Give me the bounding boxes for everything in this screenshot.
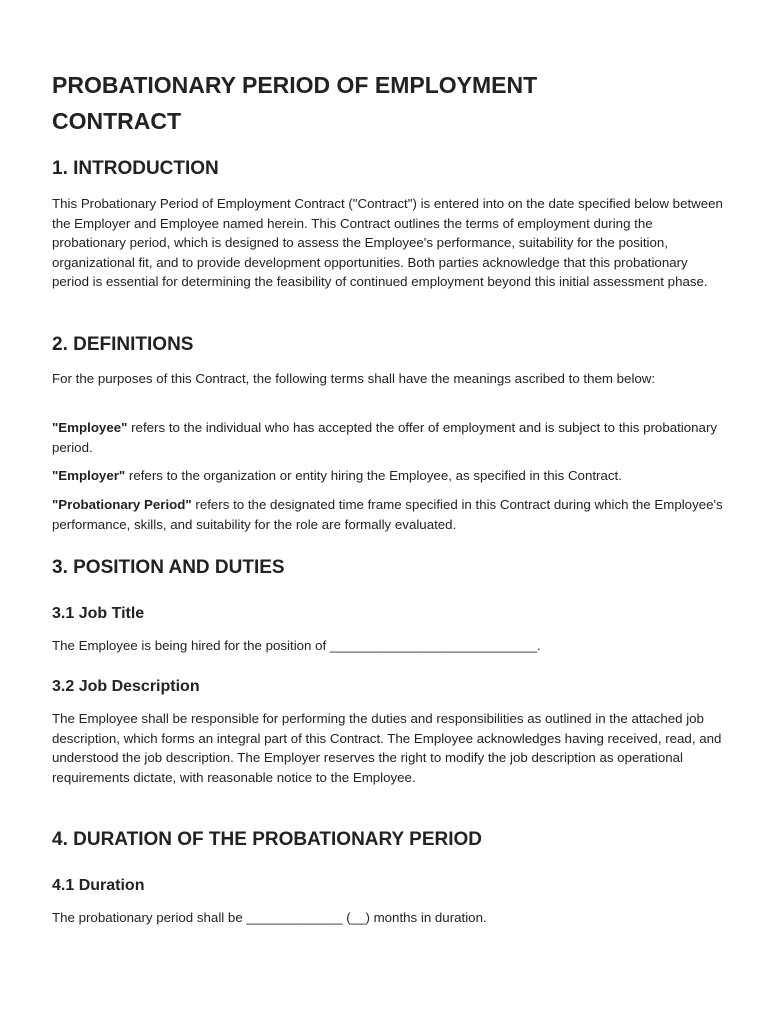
definition-term: "Employer" [52,468,126,483]
document-title: PROBATIONARY PERIOD OF EMPLOYMENT CONTRACT [52,72,538,134]
introduction-paragraph: This Probationary Period of Employment Contract ("Contract") is entered into on the date specified below between the Employer and Employee named herein. This Contract outlines the terms of employment during the probationary period, which is designed to assess the Employee's performance, suitability for the position, organizational fit, and to provide development opportunities. Both parties acknowledge that this probationary period is essential for determining the feasibility of continued employment beyond this initial assessment phase. [52,196,723,289]
section-heading-definitions: 2. DEFINITIONS [52,334,194,355]
definition-employee [52,418,724,457]
definition-text: refers to the individual who has accepted the offer of employment and is subject to this probationary period. [52,420,718,455]
subsection-heading-job-description: 3.2 Job Description [52,678,200,695]
definitions-intro-paragraph: For the purposes of this Contract, the following terms shall have the meanings ascribed to them below: [52,371,656,386]
definition-term: "Probationary Period" [52,497,192,512]
section-heading-introduction: 1. INTRODUCTION [52,158,219,179]
job-description-paragraph: The Employee shall be responsible for performing the duties and responsibilities as outlined in the attached job description, which forms an integral part of this Contract. The Employee acknowledges having received, read, and understood the job description. The Employer reserves the right to modify the job description as operational requirements dictate, with reasonable notice to the Employee. [52,711,722,785]
subsection-heading-job-title: 3.1 Job Title [52,605,145,622]
section-heading-position-and-duties: 3. POSITION AND DUTIES [52,557,285,578]
subsection-heading-duration: 4.1 Duration [52,877,145,894]
definition-probationary-period [52,495,724,534]
definition-text: refers to the designated time frame specified in this Contract during which the Employee's performance, skills, and suitability for the role are formally evaluated. [52,497,723,532]
definition-term: "Employee" [52,420,128,435]
job-title-paragraph: The Employee is being hired for the position of ____________________________. [52,638,541,653]
definition-text: refers to the organization or entity hiring the Employee, as specified in this Contract. [125,468,622,483]
duration-paragraph: The probationary period shall be _____________ (__) months in duration. [52,910,487,925]
section-heading-duration: 4. DURATION OF THE PROBATIONARY PERIOD [52,829,482,850]
definition-employer [52,466,724,486]
